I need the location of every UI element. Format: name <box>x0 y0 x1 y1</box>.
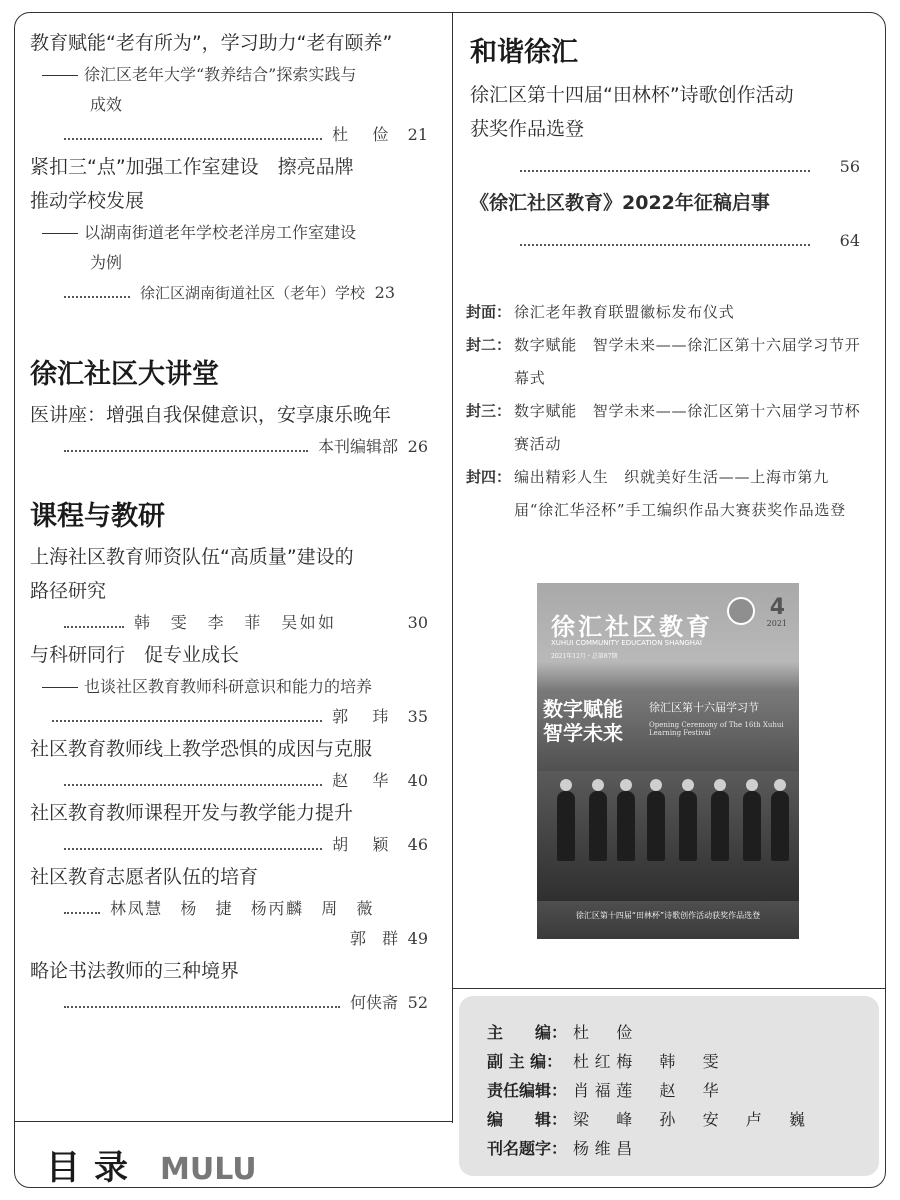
toc-heading <box>46 1140 257 1189</box>
article-title-line: 紧扣三“点”加强工作室建设 擦亮品牌 <box>30 156 354 178</box>
editor-role: 编 辑： <box>487 1110 568 1129</box>
toc-entry[interactable] <box>30 398 428 462</box>
cover-note-label: 封四： <box>466 468 512 486</box>
page-number: 64 <box>839 231 860 250</box>
author: 杜 俭 <box>332 125 398 144</box>
banner-line: 智学未来 <box>543 721 623 745</box>
cover-title: 徐汇社区教育 <box>551 613 713 641</box>
leader-dots <box>52 720 322 722</box>
byline <box>30 830 428 860</box>
section-title: 和谐徐汇 <box>470 37 578 68</box>
cover-issue-text: 2021年12月・总第87期 <box>551 653 618 660</box>
page-number: 26 <box>407 437 428 456</box>
page-number: 40 <box>407 771 428 790</box>
author: 韩 雯 李 菲 吴如如 <box>134 613 337 632</box>
subtitle-line: 成效 <box>90 95 123 114</box>
byline <box>30 766 428 796</box>
byline <box>30 608 428 638</box>
leader-dots <box>64 626 124 628</box>
page-number: 49 <box>407 929 428 948</box>
cover-note <box>466 296 866 329</box>
article-title: 与科研同行 促专业成长 <box>30 644 240 666</box>
person-figure <box>711 791 729 861</box>
byline <box>30 894 428 924</box>
page-number: 35 <box>407 707 428 726</box>
footer-divider <box>15 1121 452 1122</box>
byline <box>30 988 428 1018</box>
person-figure <box>557 791 575 861</box>
editor-row <box>487 1018 811 1047</box>
page-number: 56 <box>839 157 860 176</box>
byline <box>30 432 428 462</box>
article-title: 略论书法教师的三种境界 <box>30 960 240 982</box>
toc-entry[interactable] <box>470 186 860 256</box>
editor-divider <box>452 988 886 989</box>
cover-banner-cn <box>543 697 623 745</box>
person-figure <box>589 791 607 861</box>
seal-icon <box>727 597 755 625</box>
cover-note-text: 编出精彩人生 织就美好生活——上海市第九届“徐汇华泾杯”手工编织作品大赛获奖作品选登 <box>514 468 846 519</box>
editor-row <box>487 1134 811 1163</box>
editor-name: 杜红梅 韩 雯 <box>573 1052 725 1071</box>
article-title: 《徐汇社区教育》2022年征稿启事 <box>470 192 770 214</box>
article-title-line: 获奖作品选登 <box>470 118 585 140</box>
cover-year: 2021 <box>766 619 787 628</box>
author: 林凤慧 杨 捷 杨丙麟 周 薇 <box>110 899 375 918</box>
toc-entry[interactable] <box>30 540 428 638</box>
cover-note-text: 数字赋能 智学未来——徐汇区第十六届学习节杯赛活动 <box>514 402 861 453</box>
cover-banner-en: Opening Ceremony of The 16th Xuhui Learning Festival <box>649 721 784 737</box>
person-figure <box>679 791 697 861</box>
dash-mark <box>42 75 78 76</box>
leader-dots <box>520 170 810 172</box>
subtitle-line: 为例 <box>90 253 123 272</box>
author: 何侠斋 <box>349 993 398 1012</box>
article-title: 医讲座：增强自我保健意识，安享康乐晚年 <box>30 404 392 426</box>
toc-heading-en: MULU <box>160 1152 257 1187</box>
leader-dots <box>64 848 322 850</box>
article-title: 社区教育教师课程开发与教学能力提升 <box>30 802 354 824</box>
dash-mark <box>42 687 78 688</box>
author: 赵 华 <box>332 771 398 790</box>
editor-name: 肖福莲 赵 华 <box>573 1081 725 1100</box>
cover-note <box>466 395 866 461</box>
leader-dots <box>64 912 100 914</box>
toc-entry[interactable] <box>30 954 428 1018</box>
editor-row <box>487 1076 811 1105</box>
subtitle-line: 徐汇区老年大学“教养结合”探索实践与 <box>84 65 357 84</box>
article-subtitle <box>30 218 428 278</box>
banner-line: 数字赋能 <box>543 697 623 721</box>
article-title-line: 徐汇区第十四届“田林杯”诗歌创作活动 <box>470 84 794 106</box>
cover-note <box>466 461 866 527</box>
cover-notes <box>466 296 866 527</box>
column-divider <box>452 13 453 1123</box>
toc-entry[interactable] <box>30 860 428 954</box>
section-title: 徐汇社区大讲堂 <box>30 359 219 390</box>
subtitle-line: 也谈社区教育教师科研意识和能力的培养 <box>84 677 373 696</box>
dash-mark <box>42 233 78 234</box>
left-column <box>30 22 428 1018</box>
cover-note-text: 徐汇老年教育联盟徽标发布仪式 <box>514 303 735 321</box>
article-title: 社区教育教师线上教学恐惧的成因与克服 <box>30 738 373 760</box>
toc-entry[interactable] <box>30 638 428 732</box>
leader-dots <box>64 138 322 140</box>
editor-row <box>487 1047 811 1076</box>
editor-name: 杜 俭 <box>573 1023 638 1042</box>
leader-dots <box>64 784 322 786</box>
editor-role: 刊名题字： <box>487 1139 568 1158</box>
author: 郭 群 <box>349 929 398 948</box>
toc-heading-cn: 目录 <box>46 1148 142 1188</box>
editor-role: 责任编辑： <box>487 1081 568 1100</box>
cover-footer: 徐汇区第十四届“田林杯”诗歌创作活动获奖作品选登 <box>575 911 761 920</box>
section-title: 课程与教研 <box>30 501 165 532</box>
article-title-line: 上海社区教育师资队伍“高质量”建设的 <box>30 546 354 568</box>
right-column <box>466 22 861 527</box>
person-figure <box>743 791 761 861</box>
article-subtitle <box>30 672 428 702</box>
cover-note-label: 封二： <box>466 336 512 354</box>
toc-entry[interactable] <box>30 732 428 796</box>
page-number: 52 <box>407 993 428 1012</box>
page-number: 46 <box>407 835 428 854</box>
section-lecture <box>30 358 428 462</box>
byline <box>30 702 428 732</box>
leader-dots <box>64 1006 340 1008</box>
editor-box <box>459 996 879 1176</box>
article-title-line: 路径研究 <box>30 580 107 602</box>
toc-entry[interactable] <box>470 78 860 182</box>
page-number: 23 <box>374 283 396 302</box>
cover-note <box>466 329 866 395</box>
stage-photo <box>537 771 799 901</box>
page-number: 21 <box>407 125 428 144</box>
editor-role: 主 编： <box>487 1023 568 1042</box>
byline <box>30 278 428 308</box>
byline <box>470 152 860 182</box>
byline <box>470 226 860 256</box>
cover-english: XUHUI COMMUNITY EDUCATION SHANGHAI <box>551 639 702 647</box>
article-subtitle <box>30 60 428 120</box>
article-title: 教育赋能“老有所为”，学习助力“老有颐养” <box>30 32 393 54</box>
author: 徐汇区湖南街道社区（老年）学校 <box>140 284 366 302</box>
toc-entry[interactable] <box>30 26 428 150</box>
section-course <box>30 500 428 1018</box>
leader-dots <box>64 296 130 298</box>
cover-note-label: 封面： <box>466 303 512 321</box>
cover-banner-sub: 徐汇区第十六届学习节 <box>649 701 759 714</box>
toc-entry[interactable] <box>30 150 428 308</box>
magazine-cover-image <box>537 583 799 939</box>
author: 郭 玮 <box>332 707 398 726</box>
person-figure <box>647 791 665 861</box>
cover-note-text: 数字赋能 智学未来——徐汇区第十六届学习节开幕式 <box>514 336 861 387</box>
page-number: 30 <box>407 613 428 632</box>
toc-entry[interactable] <box>30 796 428 860</box>
editor-name: 梁 峰 孙 安 卢 巍 <box>573 1110 811 1129</box>
cover-note-label: 封三： <box>466 402 512 420</box>
subtitle-line: 以湖南街道老年学校老洋房工作室建设 <box>84 223 357 242</box>
person-figure <box>617 791 635 861</box>
article-title-line: 推动学校发展 <box>30 190 145 212</box>
author: 本刊编辑部 <box>317 437 398 456</box>
person-figure <box>771 791 789 861</box>
byline-continued <box>30 924 428 954</box>
editor-name: 杨维昌 <box>573 1139 638 1158</box>
leader-dots <box>520 244 810 246</box>
article-title: 社区教育志愿者队伍的培育 <box>30 866 259 888</box>
author: 胡 颖 <box>332 835 398 854</box>
editor-row <box>487 1105 811 1134</box>
leader-dots <box>64 450 308 452</box>
editor-role: 副 主 编： <box>487 1052 563 1071</box>
cover-issue-number: 4 <box>769 595 785 620</box>
byline <box>30 120 428 150</box>
